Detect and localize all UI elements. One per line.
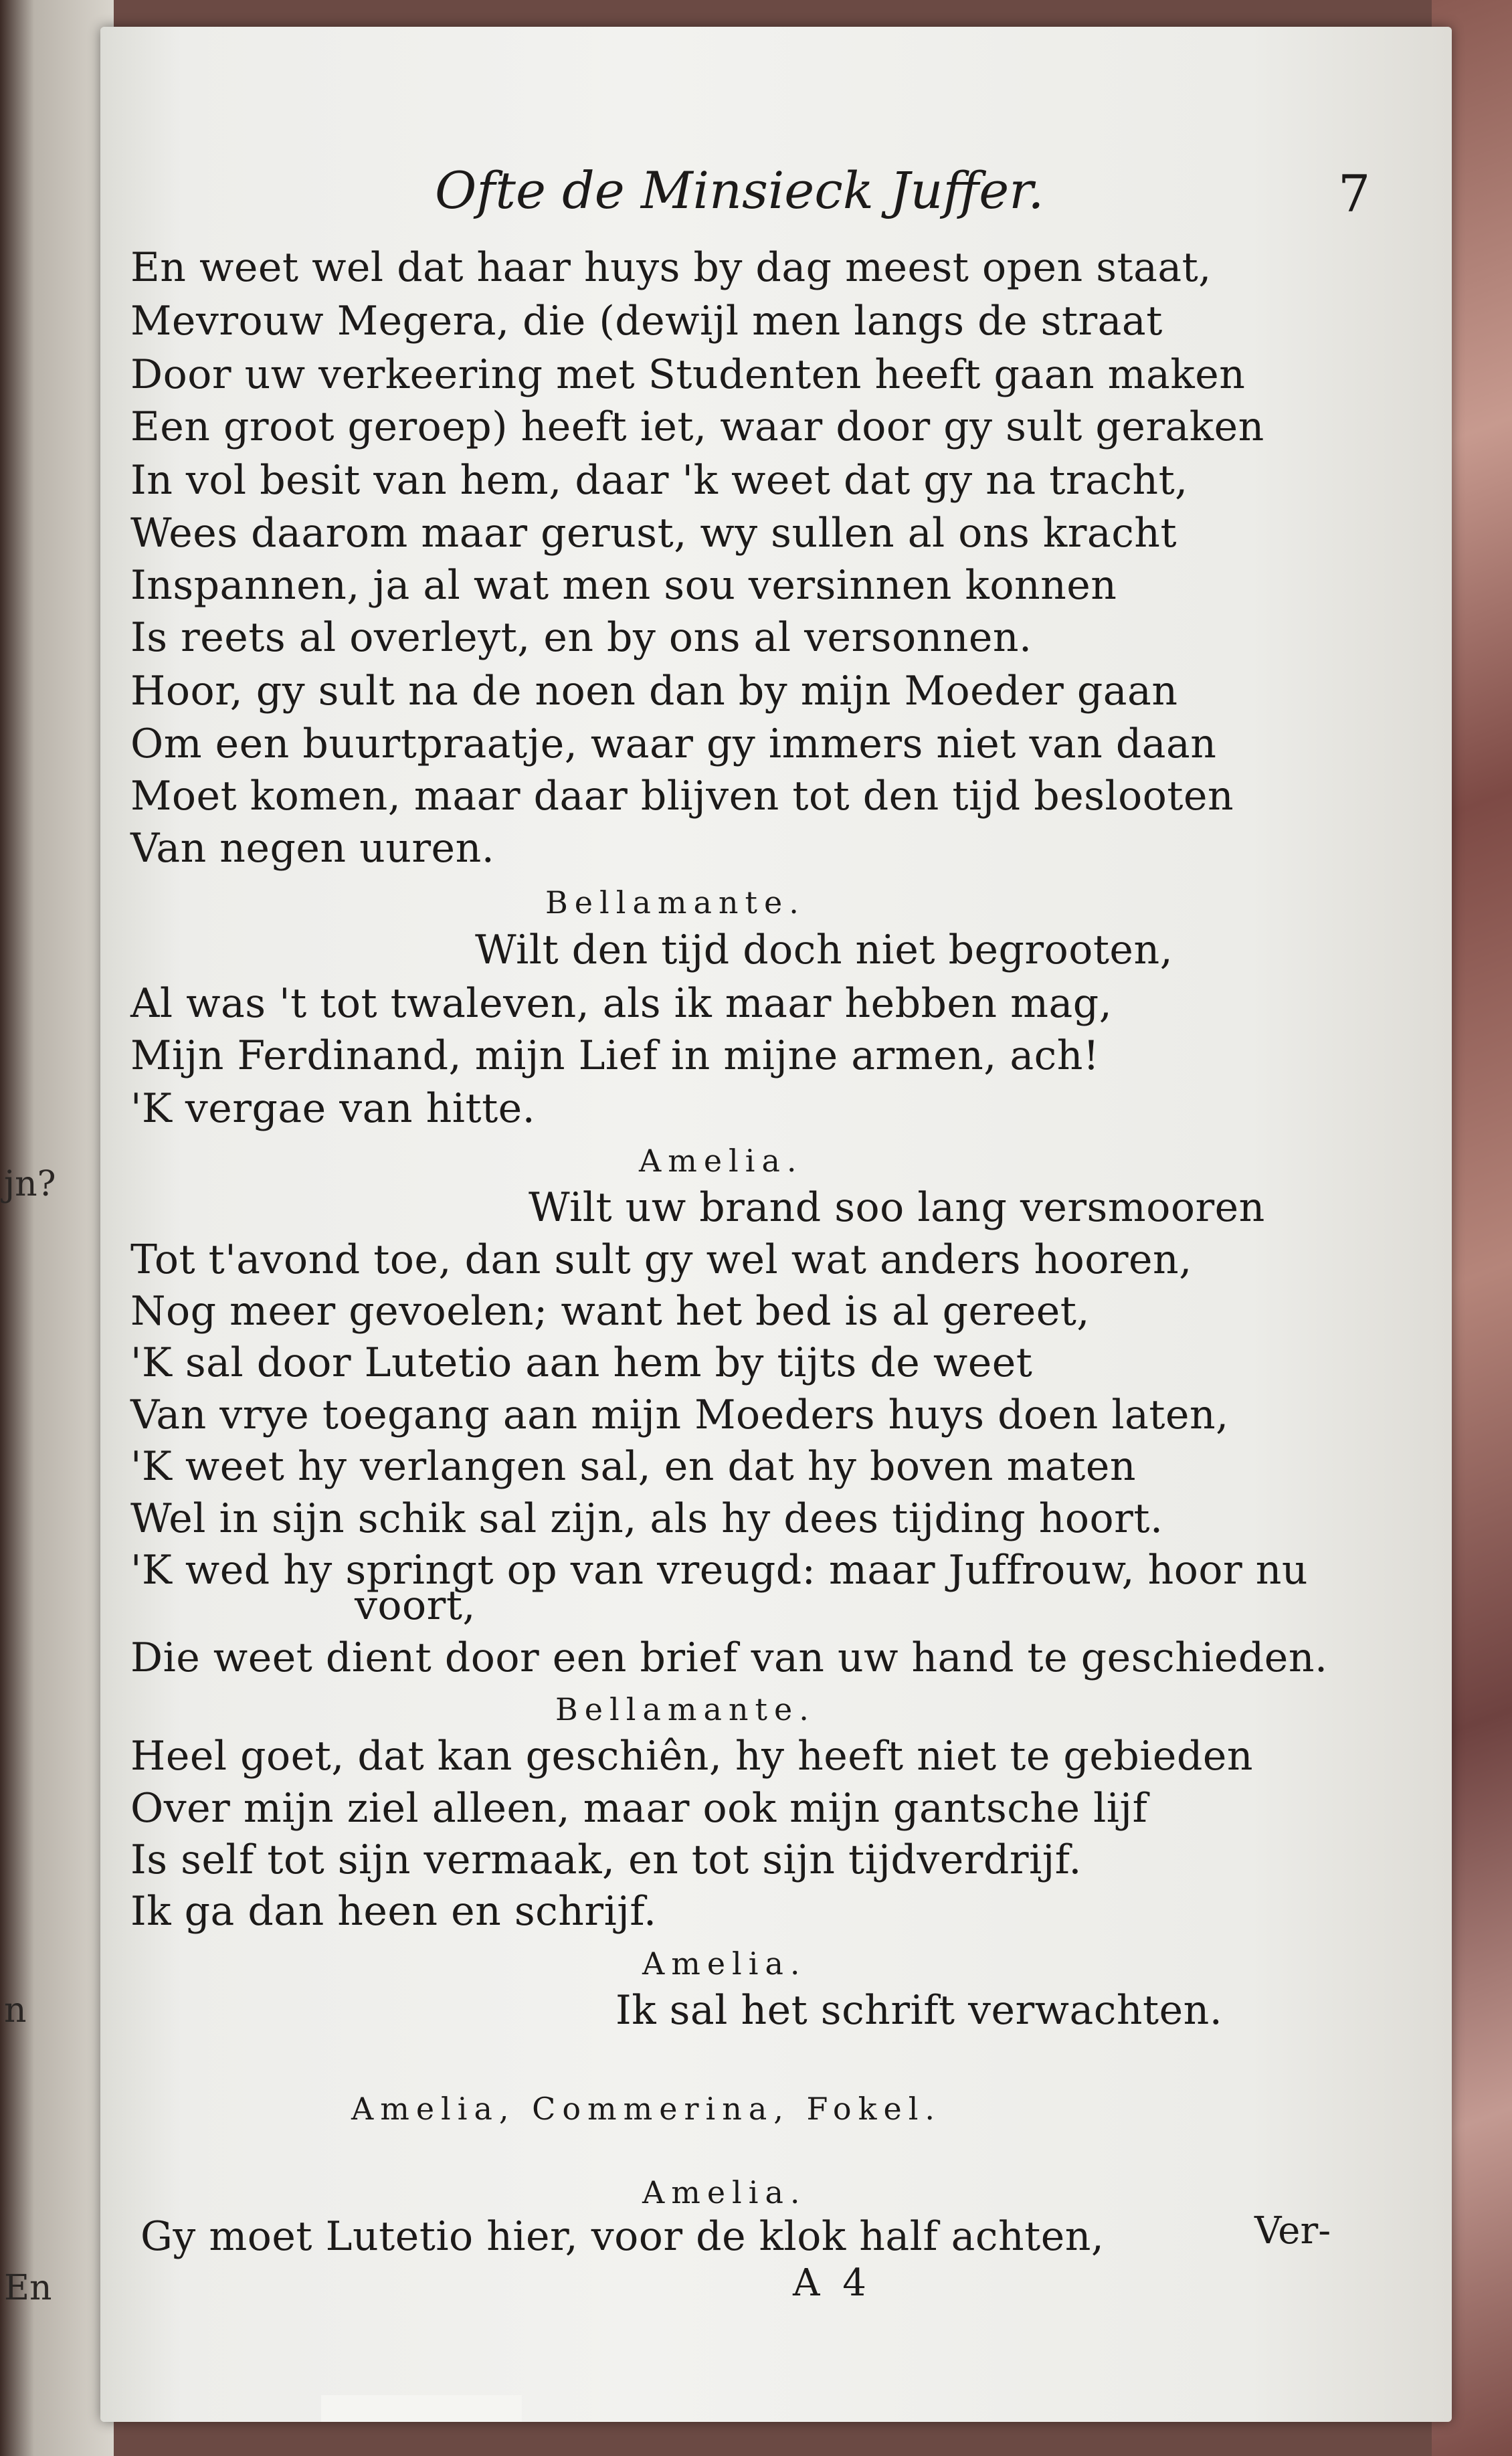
speaker-name: Amelia.: [639, 1143, 804, 1179]
facing-page-fragment: En: [4, 2268, 52, 2308]
verse-line: Ik ga dan heen en schrijf.: [130, 1888, 657, 1935]
verse-line: Inspannen, ja al wat men sou versinnen konnen: [130, 562, 1117, 609]
speaker-name: Amelia.: [642, 1946, 807, 1982]
verse-line: En weet wel dat haar huys by dag meest open staat,: [130, 244, 1212, 291]
verse-line: Gy moet Lutetio hier, voor de klok half achten,: [140, 2213, 1105, 2260]
verse-line: Hoor, gy sult na de noen dan by mijn Moeder gaan: [130, 668, 1178, 715]
verse-line: 'K vergae van hitte.: [130, 1085, 536, 1132]
page-number: 7: [1338, 164, 1371, 223]
verse-line: Van negen uuren.: [130, 825, 495, 872]
speaker-name: Bellamante.: [545, 884, 806, 921]
facing-page-text: [0, 0, 114, 2456]
verse-line: Mijn Ferdinand, mijn Lief in mijne armen, ach!: [130, 1032, 1100, 1079]
verse-line: In vol besit van hem, daar 'k weet dat gy na tracht,: [130, 457, 1188, 504]
facing-page-fragment: jn?: [4, 1164, 56, 1204]
verse-line: Wees daarom maar gerust, wy sullen al ons kracht: [130, 510, 1177, 557]
verse-line: Is reets al overleyt, en by ons al versonnen.: [130, 614, 1032, 661]
page-text: [100, 27, 1452, 2422]
running-header: Ofte de Minsieck Juffer.: [435, 161, 1044, 220]
verse-line: Wilt uw brand soo lang versmooren: [529, 1184, 1265, 1231]
verse-line: Tot t'avond toe, dan sult gy wel wat anders hooren,: [130, 1236, 1192, 1283]
verse-line: Van vrye toegang aan mijn Moeders huys doen laten,: [130, 1392, 1229, 1438]
verse-line: Een groot geroep) heeft iet, waar door gy sult geraken: [130, 403, 1264, 450]
verse-line: Is self tot sijn vermaak, en tot sijn tijdverdrijf.: [130, 1836, 1082, 1883]
verse-line: Door uw verkeering met Studenten heeft gaan maken: [130, 351, 1246, 398]
verse-line: Wel in sijn schik sal zijn, als hy dees tijding hoort.: [130, 1495, 1163, 1542]
verse-line: Al was 't tot twaleven, als ik maar hebben mag,: [130, 980, 1113, 1027]
verse-line: Om een buurtpraatje, waar gy immers niet van daan: [130, 721, 1217, 767]
paper-tab: [321, 2395, 522, 2422]
verse-line: Mevrouw Megera, die (dewijl men langs de straat: [130, 298, 1163, 345]
speaker-name: Bellamante.: [555, 1691, 816, 1727]
verse-line: Wilt den tijd doch niet begrooten,: [475, 927, 1173, 973]
signature-mark: A 4: [793, 2261, 872, 2305]
facing-page-fragment: n: [4, 1990, 27, 2030]
verse-line: Die weet dient door een brief van uw hand te geschieden.: [130, 1634, 1328, 1681]
verse-line: 'K weet hy verlangen sal, en dat hy boven maten: [130, 1443, 1137, 1490]
catchword: Ver-: [1254, 2209, 1331, 2253]
book-page: [100, 27, 1452, 2422]
verse-line: Ik sal het schrift verwachten.: [616, 1987, 1223, 2034]
speaker-name: Amelia.: [642, 2174, 807, 2210]
verse-line: Nog meer gevoelen; want het bed is al gereet,: [130, 1288, 1090, 1335]
verse-line: Over mijn ziel alleen, maar ook mijn gantsche lijf: [130, 1785, 1148, 1832]
verse-line: 'K sal door Lutetio aan hem by tijts de weet: [130, 1339, 1033, 1386]
verse-line: Moet komen, maar daar blijven tot den tijd beslooten: [130, 773, 1234, 820]
scene-heading: Amelia, Commerina, Fokel.: [351, 2091, 942, 2127]
verse-line: voort,: [355, 1582, 476, 1629]
verse-line: 'K wed hy springt op van vreugd: maar Juffrouw, hoor nu: [130, 1547, 1309, 1594]
verse-line: Heel goet, dat kan geschiên, hy heeft niet te gebieden: [130, 1733, 1253, 1780]
